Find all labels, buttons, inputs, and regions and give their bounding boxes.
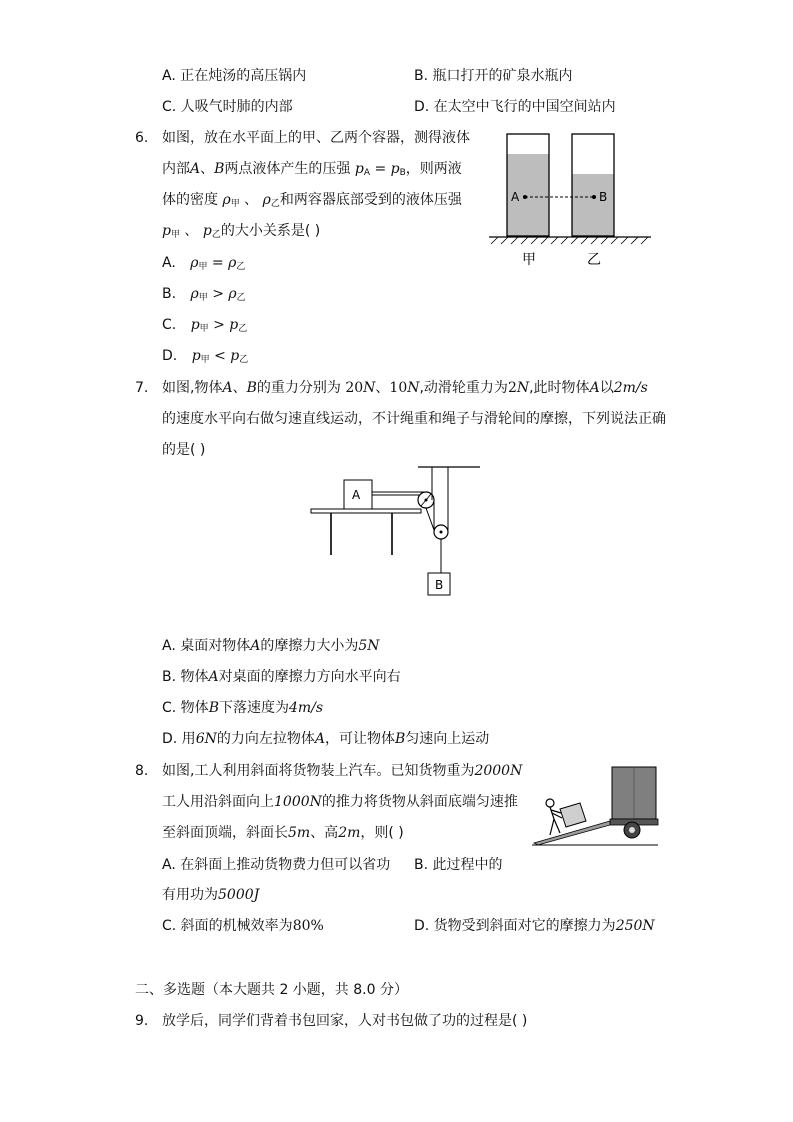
q8-slope-truck-figure bbox=[530, 763, 660, 848]
q6-option-a: A. $\rho_甲 = \rho_乙$ bbox=[162, 255, 246, 272]
truck bbox=[610, 767, 658, 838]
q7-unit-n2: N bbox=[407, 380, 420, 396]
q6-line4-end: 的大小关系是( ) bbox=[220, 223, 321, 239]
q7-opt-d-val: 6N bbox=[195, 731, 217, 747]
q7-number: 7. bbox=[135, 380, 149, 396]
q5-option-c: C. 人吸气时肺的内部 bbox=[162, 99, 293, 115]
q7-opt-a-object: A bbox=[250, 638, 261, 654]
q7-option-c bbox=[162, 699, 323, 717]
q8-number: 8. bbox=[135, 763, 149, 779]
q7-opt-c-pre: C. 物体 bbox=[162, 700, 209, 716]
q7-opt-a-val: 5N bbox=[358, 638, 380, 654]
q7-line1-mid2: ,动滑轮重力为 bbox=[419, 380, 508, 396]
q7-opt-c-object: B bbox=[208, 700, 219, 716]
container-jia bbox=[507, 134, 549, 236]
q8-option-b: B. 此过程中的 bbox=[414, 857, 503, 873]
q8-option-d bbox=[414, 917, 655, 935]
q7-speed: 2m/s bbox=[613, 380, 648, 396]
q8-line-1 bbox=[162, 762, 522, 780]
q7-opt-d-pre: D. 用 bbox=[162, 731, 196, 747]
q8-line3-pre: 至斜面顶端，斜面长 bbox=[162, 825, 288, 841]
q7-opt-b-pre: B. 物体 bbox=[162, 669, 209, 685]
q6-option-a-label: A. bbox=[162, 255, 176, 271]
point-b-dot bbox=[592, 195, 596, 199]
q7-line-3: 的是( ) bbox=[162, 442, 206, 458]
q7-line1-pre: 如图,物体 bbox=[162, 380, 223, 396]
q7-line-2: 的速度水平向右做匀速直线运动，不计绳重和绳子与滑轮间的摩擦，下列说法正确 bbox=[162, 411, 666, 427]
q8-height: 2m bbox=[338, 825, 361, 841]
q7-weight-a: 20 bbox=[345, 380, 364, 396]
q8-line3-mid: 、高 bbox=[310, 825, 339, 841]
q8-opt-d-pre: D. 货物受到斜面对它的摩擦力为 bbox=[414, 918, 616, 934]
q9-number: 9. bbox=[135, 1013, 149, 1029]
q6-line3-mid: 和两容器底部受到的液体压强 bbox=[279, 192, 462, 208]
rho-yi-symbol: $\rho_乙$ bbox=[262, 192, 280, 209]
q7-option-b bbox=[162, 668, 401, 686]
point-a-label: A bbox=[190, 161, 201, 177]
container-jia-label: 甲 bbox=[522, 252, 536, 268]
q8-option-c bbox=[162, 917, 324, 935]
q7-pulley-figure bbox=[305, 462, 490, 598]
q6-option-c-label: C. bbox=[162, 317, 177, 333]
q6-line2-sep: 、 bbox=[200, 161, 215, 177]
block-a-label: A bbox=[352, 488, 361, 502]
q6-option-d: D. $p_甲 < p_乙$ bbox=[162, 348, 249, 365]
q8-option-a: A. 在斜面上推动货物费力但可以省功 bbox=[162, 857, 391, 873]
q6-option-c: C. $p_甲 > p_乙$ bbox=[162, 317, 248, 334]
q6-line-2 bbox=[162, 160, 462, 182]
worker bbox=[546, 799, 562, 835]
q7-line1-mid4: 以 bbox=[599, 380, 614, 396]
q6-option-b-label: B. bbox=[162, 286, 177, 302]
rho-jia-symbol: $\rho_甲$ bbox=[222, 192, 240, 209]
pressure-equation: $p_A = p_B$ bbox=[354, 161, 406, 178]
q5-option-b: B. 瓶口打开的矿泉水瓶内 bbox=[414, 68, 573, 84]
q7-opt-b-post: 对桌面的摩擦力方向水平向右 bbox=[218, 669, 401, 685]
q6-line-3: 体的密度 $\rho_甲$ 、 $\rho_乙$和两容器底部受到的液体压强 bbox=[162, 192, 462, 209]
q8-opt-b2-pre: 有用功为 bbox=[162, 887, 218, 903]
q7-opt-a-mid: 的摩擦力大小为 bbox=[260, 638, 359, 654]
q8-line3-post: ，则( ) bbox=[360, 825, 404, 841]
section-title-multiple-choice: 二、多选题（本大题共 2 小题，共 8.0 分） bbox=[135, 982, 408, 998]
p-jia-symbol: $p_甲$ bbox=[162, 223, 180, 240]
q7-opt-d-mid: 的力向左拉物体 bbox=[216, 731, 315, 747]
q7-line1-mid3: ,此时物体 bbox=[529, 380, 590, 396]
point-a-dot bbox=[523, 195, 527, 199]
q8-opt-b2-val: 5000J bbox=[218, 887, 260, 903]
q6-option-d-label: D. bbox=[162, 348, 178, 364]
q7-opt-d-object-a: A bbox=[314, 731, 325, 747]
q7-opt-c-val: 4m/s bbox=[288, 700, 324, 716]
q5-option-d: D. 在太空中飞行的中国空间站内 bbox=[414, 99, 616, 115]
q8-line1-pre: 如图,工人利用斜面将货物装上汽车。已知货物重为 bbox=[162, 763, 475, 779]
q8-weight: 2000N bbox=[474, 763, 523, 779]
table bbox=[311, 509, 421, 555]
q6-line-1: 如图，放在水平面上的甲、乙两个容器，测得液体 bbox=[162, 130, 470, 146]
q7-opt-c-mid: 下落速度为 bbox=[218, 700, 289, 716]
q8-opt-c-val: 80% bbox=[292, 918, 324, 934]
container-yi-label: 乙 bbox=[587, 252, 601, 268]
q6-line2-pre: 内部 bbox=[162, 161, 190, 177]
q6-containers-figure bbox=[485, 130, 655, 270]
q5-option-a: A. 正在炖汤的高压锅内 bbox=[162, 68, 307, 84]
q8-line-2 bbox=[162, 793, 518, 811]
q8-line-3 bbox=[162, 824, 404, 842]
q7-sep-2: 、 bbox=[375, 380, 390, 396]
q7-opt-d-mid2: ，可让物体 bbox=[324, 731, 395, 747]
fig-label-a: A bbox=[511, 190, 520, 204]
q6-number: 6. bbox=[135, 130, 149, 146]
q7-weight-b: 10 bbox=[389, 380, 408, 396]
q7-object-a-2: A bbox=[589, 380, 600, 396]
q7-opt-d-post: 匀速向上运动 bbox=[405, 731, 490, 747]
q7-option-a bbox=[162, 637, 380, 655]
q7-line1-mid: 的重力分别为 bbox=[256, 380, 341, 396]
q8-option-b-cont bbox=[162, 886, 259, 904]
q7-pulley-weight: 2 bbox=[507, 380, 517, 396]
q6-line3-pre: 体的密度 bbox=[162, 192, 218, 208]
q8-opt-d-val: 250N bbox=[615, 918, 655, 934]
q7-option-d bbox=[162, 730, 489, 748]
ground-hatch bbox=[491, 237, 648, 244]
q8-line2-pre: 工人用沿斜面向上 bbox=[162, 794, 274, 810]
fig-label-b: B bbox=[599, 190, 608, 204]
q7-unit-n3: N bbox=[516, 380, 530, 396]
point-b-label: B bbox=[214, 161, 225, 177]
container-yi bbox=[572, 134, 614, 236]
q6-line2-post: 两点液体产生的压强 bbox=[224, 161, 351, 177]
cargo-box bbox=[560, 803, 586, 827]
q9-text: 放学后，同学们背着书包回家，人对书包做了功的过程是( ) bbox=[162, 1013, 528, 1029]
q8-line2-post: 的推力将货物从斜面底端匀速推 bbox=[321, 794, 518, 810]
q7-opt-b-object: A bbox=[208, 669, 219, 685]
q6-line2-end: ，则两液 bbox=[405, 161, 462, 177]
q7-unit-n1: N bbox=[363, 380, 376, 396]
q6-option-b: B. $\rho_甲 > \rho_乙$ bbox=[162, 286, 246, 303]
q7-opt-a-pre: A. 桌面对物体 bbox=[162, 638, 251, 654]
block-b-label: B bbox=[435, 578, 444, 592]
q7-line-1 bbox=[162, 379, 648, 397]
p-yi-symbol: $p_乙$ bbox=[202, 223, 221, 240]
q8-force: 1000N bbox=[274, 794, 322, 810]
q7-sep: 、 bbox=[232, 380, 247, 396]
q8-opt-c-pre: C. 斜面的机械效率为 bbox=[162, 918, 293, 934]
q7-object-b: B bbox=[246, 380, 257, 396]
q7-opt-d-object-b: B bbox=[394, 731, 406, 747]
q8-length: 5m bbox=[288, 825, 311, 841]
q7-object-a: A bbox=[222, 380, 233, 396]
q6-line-4: $p_甲$ 、 $p_乙$的大小关系是( ) bbox=[162, 223, 321, 240]
